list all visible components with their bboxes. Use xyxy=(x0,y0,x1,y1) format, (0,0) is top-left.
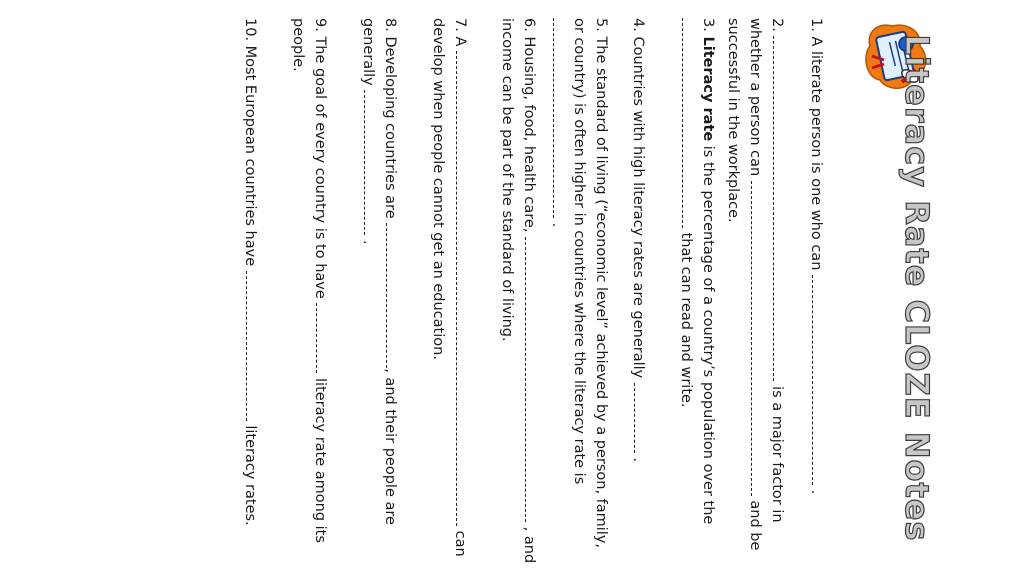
list-item: 10. Most European countries have literacy rates. xyxy=(239,18,261,566)
list-item: 3. Literacy rate is the percentage of a country’s population over the that can read and write. xyxy=(678,18,716,525)
page-title: Literacy Rate CLOZE Notes xyxy=(898,34,936,542)
list-item: 2. is a major factor in whether a person can and be successful in the workplace. xyxy=(722,18,788,566)
list-item: 9. The goal of every country is to have literacy rate among its people. xyxy=(287,18,331,566)
list-item: 1. A literate person is one who can . xyxy=(805,18,827,566)
list-item: 8. Developing countries are , and their people are generally . xyxy=(357,18,401,566)
list-item: 7. A can develop when people cannot get an education. xyxy=(427,18,471,566)
list-item: 4. Countries with high literacy rates are generally . xyxy=(627,18,649,566)
list-item: 6. Housing, food, health care, , and income can be part of the standard of living. xyxy=(496,18,540,566)
list-item: 5. The standard of living (“economic level” achieved by a person, family, or country) is often higher in countries where the literacy rate is . xyxy=(549,18,609,549)
